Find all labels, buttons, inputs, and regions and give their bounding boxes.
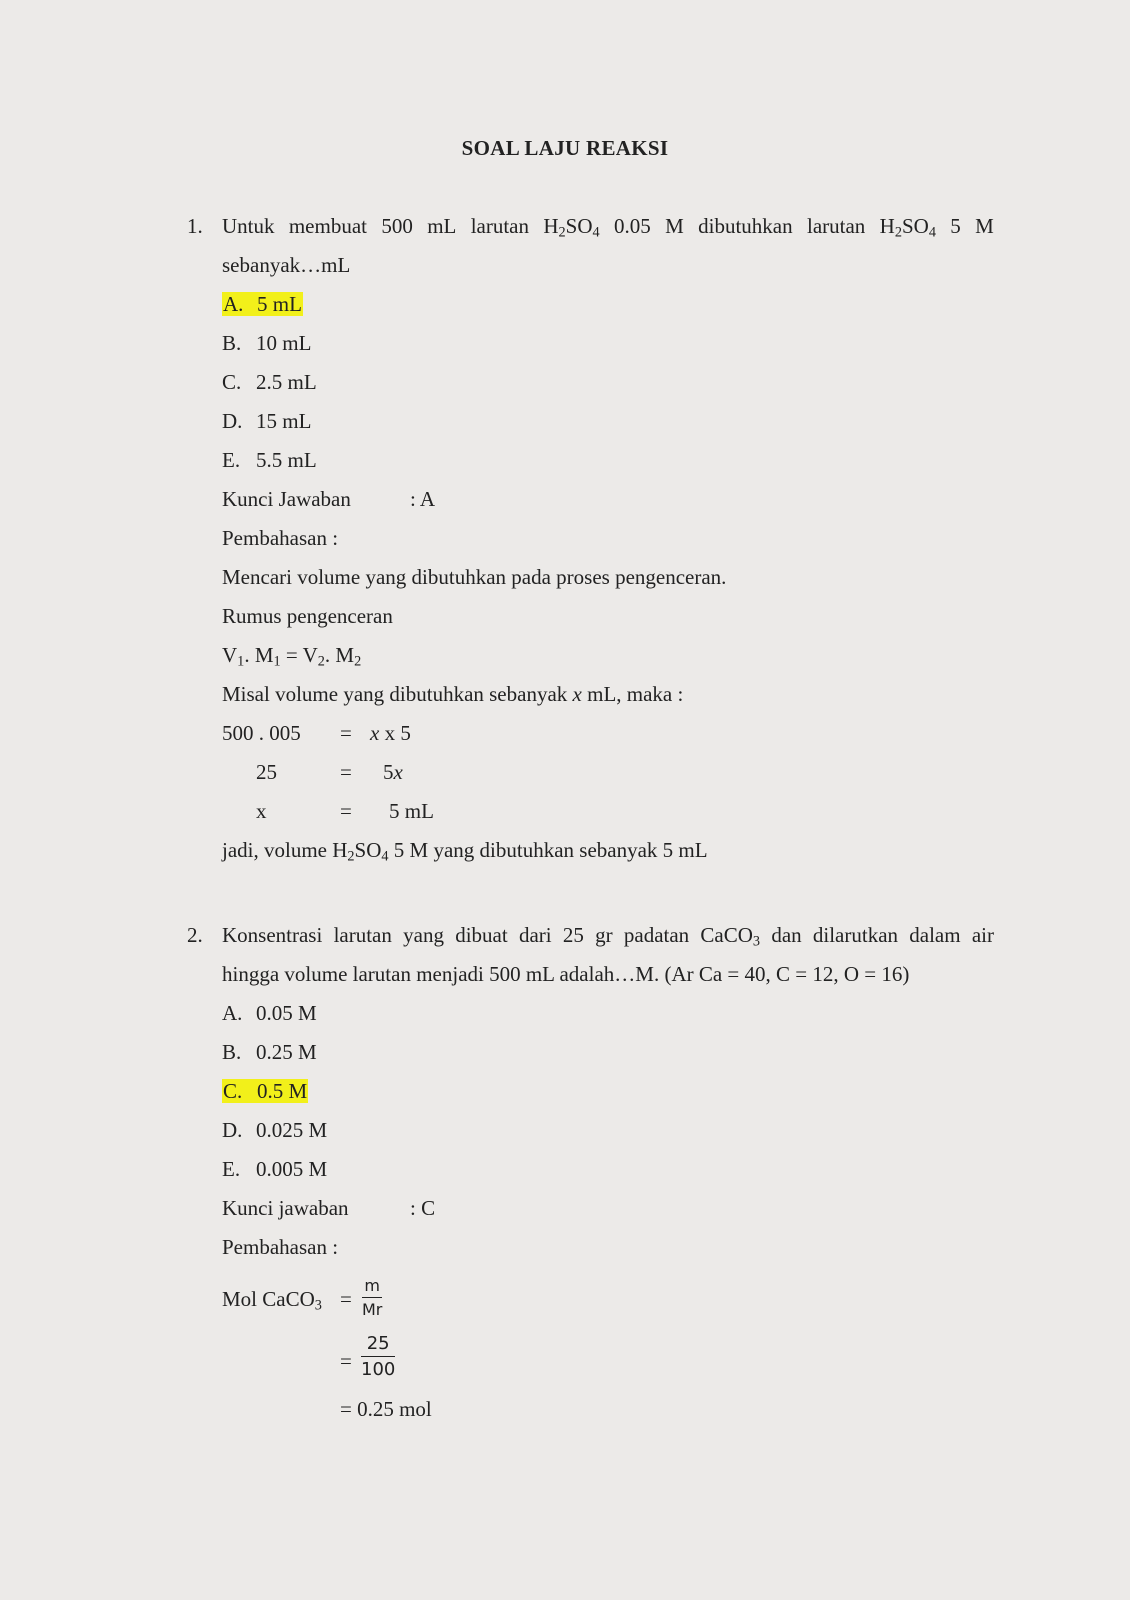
dilution-formula: $V_1$. $M_1 = V_2$. $M_2$ — [222, 643, 362, 670]
option-e: E. 0.005 M — [222, 1157, 328, 1181]
option-a: A. 0.05 M — [222, 1001, 317, 1025]
calc-right: 5x — [383, 760, 403, 784]
mol-eq: = — [340, 1349, 352, 1373]
mass-over-mr-fraction: m Mr — [362, 1276, 383, 1319]
calc-eq: = — [340, 799, 352, 823]
discussion-label: Pembahasan : — [222, 1235, 339, 1259]
question-number: 2. — [187, 923, 203, 947]
mol-eq: = — [340, 1287, 352, 1311]
conclusion-line: jadi, volume $H_2SO_4$ 5 M yang dibutuhkan sebanyak 5 mL — [222, 838, 708, 865]
mol-label: Mol CaCO$_3$ — [222, 1287, 322, 1314]
answer-key-value: : C — [410, 1196, 436, 1220]
explanation-line: Mencari volume yang dibutuhkan pada proses pengenceran. — [222, 565, 727, 589]
option-d: D. 15 mL — [222, 409, 312, 433]
option-a: A. 5 mL — [223, 292, 302, 316]
answer-key-value: : A — [410, 487, 436, 511]
calc-left: 25 — [256, 760, 277, 784]
question-number: 1. — [187, 214, 203, 238]
question-1-text-line2: sebanyak…mL — [222, 253, 351, 277]
question-1-text-line1: Untuk membuat 500 mL larutan $H_2SO_4$ 0.05 M dibutuhkan larutan $H_2SO_4$ 5 M — [222, 214, 994, 241]
calc-right: x x 5 — [370, 721, 411, 745]
calc-left: 500 . 005 — [222, 721, 301, 745]
option-d: D. 0.025 M — [222, 1118, 328, 1142]
mol-result: = 0.25 mol — [340, 1397, 432, 1421]
option-b: B. 10 mL — [222, 331, 312, 355]
option-e: E. 5.5 mL — [222, 448, 317, 472]
value-fraction: 25 100 — [361, 1333, 396, 1380]
calc-eq: = — [340, 760, 352, 784]
calc-left: x — [256, 799, 267, 823]
option-b: B. 0.25 M — [222, 1040, 317, 1064]
option-c: C. 0.5 M — [223, 1079, 308, 1103]
calc-right: 5 mL — [389, 799, 434, 823]
discussion-label: Pembahasan : — [222, 526, 339, 550]
formula-name: Rumus pengenceran — [222, 604, 393, 628]
option-c: C. 2.5 mL — [222, 370, 317, 394]
calc-eq: = — [340, 721, 352, 745]
page-title: SOAL LAJU REAKSI — [461, 136, 669, 160]
answer-key-label: Kunci jawaban — [222, 1196, 349, 1220]
answer-key-label: Kunci Jawaban — [222, 487, 351, 511]
question-2-text-line1: Konsentrasi larutan yang dibuat dari 25 gr padatan CaCO$_3$ dan dilarutkan dalam air — [222, 923, 994, 950]
question-2-text-line2: hingga volume larutan menjadi 500 mL adalah…M. (Ar Ca = 40, C = 12, O = 16) — [222, 962, 910, 986]
assumption-line: Misal volume yang dibutuhkan sebanyak x mL, maka : — [222, 682, 684, 706]
